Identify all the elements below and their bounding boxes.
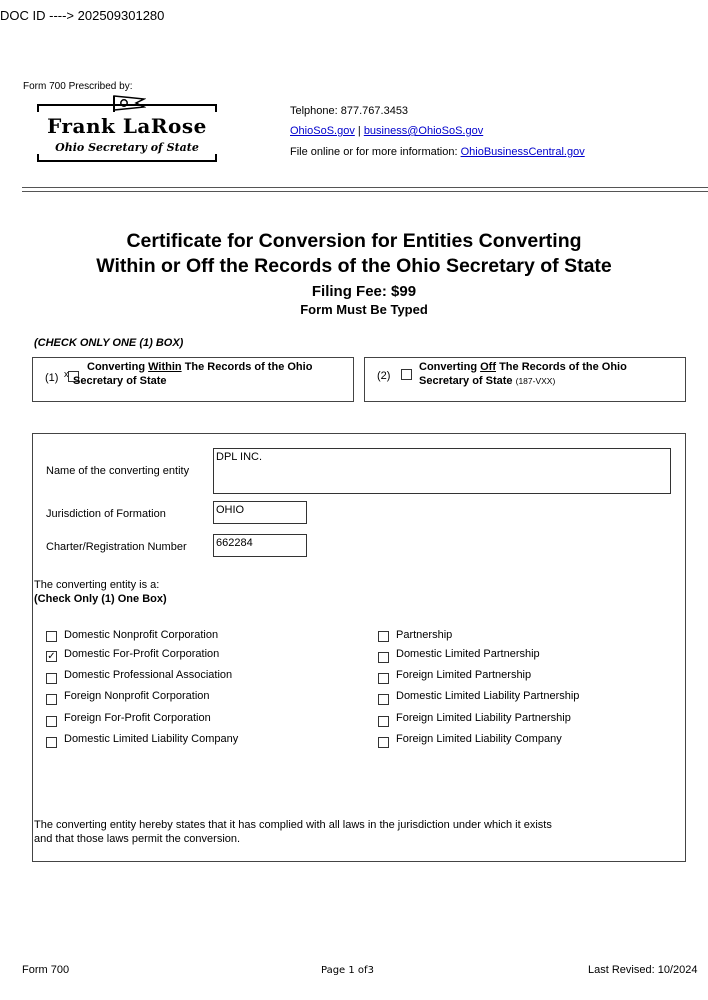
charter-field[interactable]: 662284 <box>213 534 307 557</box>
type-checkbox[interactable] <box>46 737 57 748</box>
type-checkbox[interactable] <box>378 673 389 684</box>
type-checkbox[interactable] <box>46 673 57 684</box>
option-within-box <box>32 357 354 402</box>
option-off-box <box>364 357 686 402</box>
type-checkbox[interactable] <box>378 737 389 748</box>
type-checkbox[interactable] <box>378 631 389 642</box>
website-link[interactable]: OhioSoS.gov <box>290 125 355 137</box>
option-off-line-1: Converting Off The Records of the Ohio <box>419 361 627 373</box>
charter-label: Charter/Registration Number <box>46 541 187 553</box>
logo <box>37 104 217 162</box>
statement-line-1: The converting entity hereby states that it has complied with all laws in the jurisdiction under which it exists <box>34 819 552 831</box>
typed-note: Form Must Be Typed <box>300 302 428 317</box>
logo-subtitle: Ohio Secretary of State <box>55 141 199 154</box>
logo-name: Frank LaRose <box>47 114 207 138</box>
header-rule-second <box>22 191 708 192</box>
type-checkbox[interactable] <box>46 716 57 727</box>
option-off-code: (187-VXX) <box>515 376 556 386</box>
option-2-number: (2) <box>377 370 391 382</box>
footer-revised: Last Revised: 10/2024 <box>588 964 698 976</box>
telephone: Telphone: 877.767.3453 <box>290 105 409 117</box>
type-checkbox[interactable] <box>378 694 389 705</box>
title-line-2: Within or Off the Records of the Ohio Secretary of State <box>96 255 612 277</box>
type-checkbox-checked[interactable]: ✓ <box>47 651 56 662</box>
option-within-line-1: Converting Within The Records of the Ohio <box>87 361 313 373</box>
separator: | <box>357 125 361 137</box>
statement-line-2: and that those laws permit the conversion. <box>34 833 241 845</box>
file-online-label: File online or for more information: <box>290 146 458 158</box>
footer-page: Page 1 of3 <box>321 965 374 976</box>
type-checkbox[interactable] <box>46 694 57 705</box>
entity-name-field[interactable]: DPL INC. <box>213 448 671 494</box>
contact-links <box>290 125 483 137</box>
filing-fee: Filing Fee: $99 <box>311 283 417 300</box>
type-checkbox[interactable] <box>46 631 57 642</box>
option-off-checkbox[interactable] <box>401 369 412 380</box>
option-1-mark: x <box>64 369 69 379</box>
jurisdiction-label: Jurisdiction of Formation <box>46 508 166 520</box>
business-central-link[interactable]: OhioBusinessCentral.gov <box>460 146 585 158</box>
prescribed-by: Form 700 Prescribed by: <box>23 81 133 92</box>
type-checkbox[interactable] <box>378 716 389 727</box>
entity-name-label: Name of the converting entity <box>46 465 190 477</box>
email-link[interactable]: business@OhioSoS.gov <box>363 125 484 137</box>
check-only-one-note: (CHECK ONLY ONE (1) BOX) <box>34 337 184 349</box>
title-line-1: Certificate for Conversion for Entities Converting <box>126 230 582 252</box>
option-off-line-2: Secretary of State (187-VXX) <box>419 375 556 387</box>
footer-form: Form 700 <box>22 964 70 976</box>
entity-type-instruction: (Check Only (1) One Box) <box>34 593 167 605</box>
file-online <box>290 146 585 158</box>
doc-id: DOC ID ----> 202509301280 <box>0 8 165 23</box>
type-checkbox[interactable] <box>378 652 389 663</box>
header-rule <box>22 187 708 188</box>
entity-type-intro: The converting entity is a: <box>34 579 160 591</box>
option-within-line-2: Secretary of State <box>73 375 167 387</box>
jurisdiction-field[interactable]: OHIO <box>213 501 307 524</box>
option-1-number: (1) <box>45 372 59 384</box>
